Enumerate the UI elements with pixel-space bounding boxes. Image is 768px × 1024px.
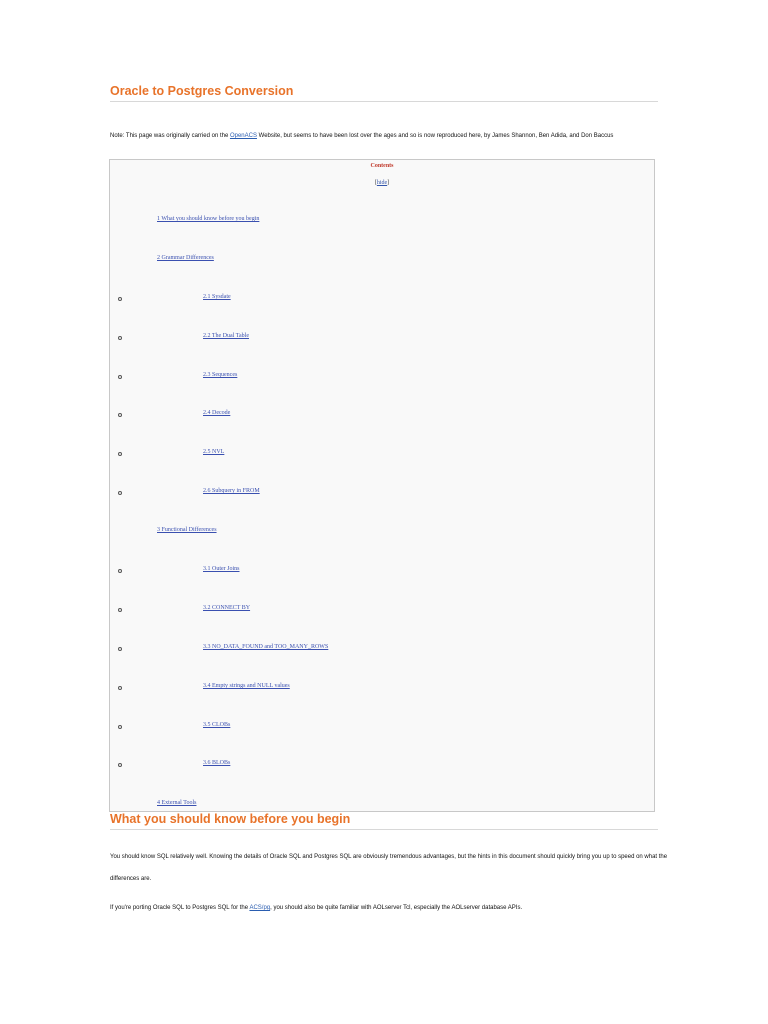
bullet-icon <box>118 413 122 417</box>
bullet-icon <box>118 647 122 651</box>
note-suffix: Website, but seems to have been lost over the ages and so is now reproduced here, by James Shannon, Ben Adida, and Don Baccus <box>256 133 614 139</box>
toc-item-no-data-found[interactable]: 3.3 NO_DATA_FOUND and TOO_MANY_ROWS <box>203 644 329 650</box>
bullet-icon <box>118 297 122 301</box>
toc-item-subquery-in-from[interactable]: 2.6 Subquery in FROM <box>203 488 260 494</box>
bullet-icon <box>118 452 122 456</box>
toc-item-functional-differences[interactable]: 3 Functional Differences <box>157 527 217 533</box>
bullet-icon <box>118 491 122 495</box>
toc-item-outer-joins[interactable]: 3.1 Outer Joins <box>203 566 240 572</box>
toc-item-empty-strings[interactable]: 3.4 Empty strings and NULL values <box>203 683 290 689</box>
bullet-icon <box>118 725 122 729</box>
table-of-contents <box>109 159 655 812</box>
toc-item-nvl[interactable]: 2.5 NVL <box>203 449 225 455</box>
bullet-icon <box>118 608 122 612</box>
toc-item-dual-table[interactable]: 2.2 The Dual Table <box>203 333 250 339</box>
toc-item-clobs[interactable]: 3.5 CLOBs <box>203 722 231 728</box>
section-heading-what-you-should-know: What you should know before you begin <box>110 812 658 830</box>
bullet-icon <box>118 686 122 690</box>
bullet-icon <box>118 375 122 379</box>
toc-title: Contents <box>370 163 394 169</box>
bullet-icon <box>118 569 122 573</box>
acs-pg-link[interactable]: ACS/pg <box>249 905 271 911</box>
section-paragraph-1: You should know SQL relatively well. Knowing the details of Oracle SQL and Postgres SQL are obviously tremendous advantages, but the hints in this document should quickly bring you up to speed on what the differences are. <box>110 854 668 882</box>
toc-item-blobs[interactable]: 3.6 BLOBs <box>203 760 231 766</box>
toc-toggle-open: [ <box>374 180 377 186</box>
p2-prefix: If you're porting Oracle SQL to Postgres SQL for the <box>110 905 250 911</box>
intro-note <box>110 124 670 148</box>
toc-toggle <box>110 180 654 186</box>
toc-toggle-close: ] <box>387 180 390 186</box>
toc-hide-link[interactable]: hide <box>376 180 388 186</box>
page-title: Oracle to Postgres Conversion <box>110 84 658 102</box>
toc-item-what-you-should-know[interactable]: 1 What you should know before you begin <box>157 216 260 222</box>
openacs-link[interactable]: OpenACS <box>229 133 257 139</box>
toc-item-connect-by[interactable]: 3.2 CONNECT BY <box>203 605 251 611</box>
toc-item-decode[interactable]: 2.4 Decode <box>203 410 231 416</box>
bullet-icon <box>118 763 122 767</box>
bullet-icon <box>118 336 122 340</box>
toc-item-grammar-differences[interactable]: 2 Grammar Differences <box>157 255 214 261</box>
toc-item-sequences[interactable]: 2.3 Sequences <box>203 372 238 378</box>
toc-item-external-tools[interactable]: 4 External Tools <box>157 800 197 806</box>
p2-suffix: , you should also be quite familiar with AOLserver Tcl, especially the AOLserver database APIs. <box>270 905 523 911</box>
section-paragraph-2 <box>110 897 670 919</box>
toc-item-sysdate[interactable]: 2.1 Sysdate <box>203 294 231 300</box>
note-prefix: Note: This page was originally carried on the <box>110 133 230 139</box>
